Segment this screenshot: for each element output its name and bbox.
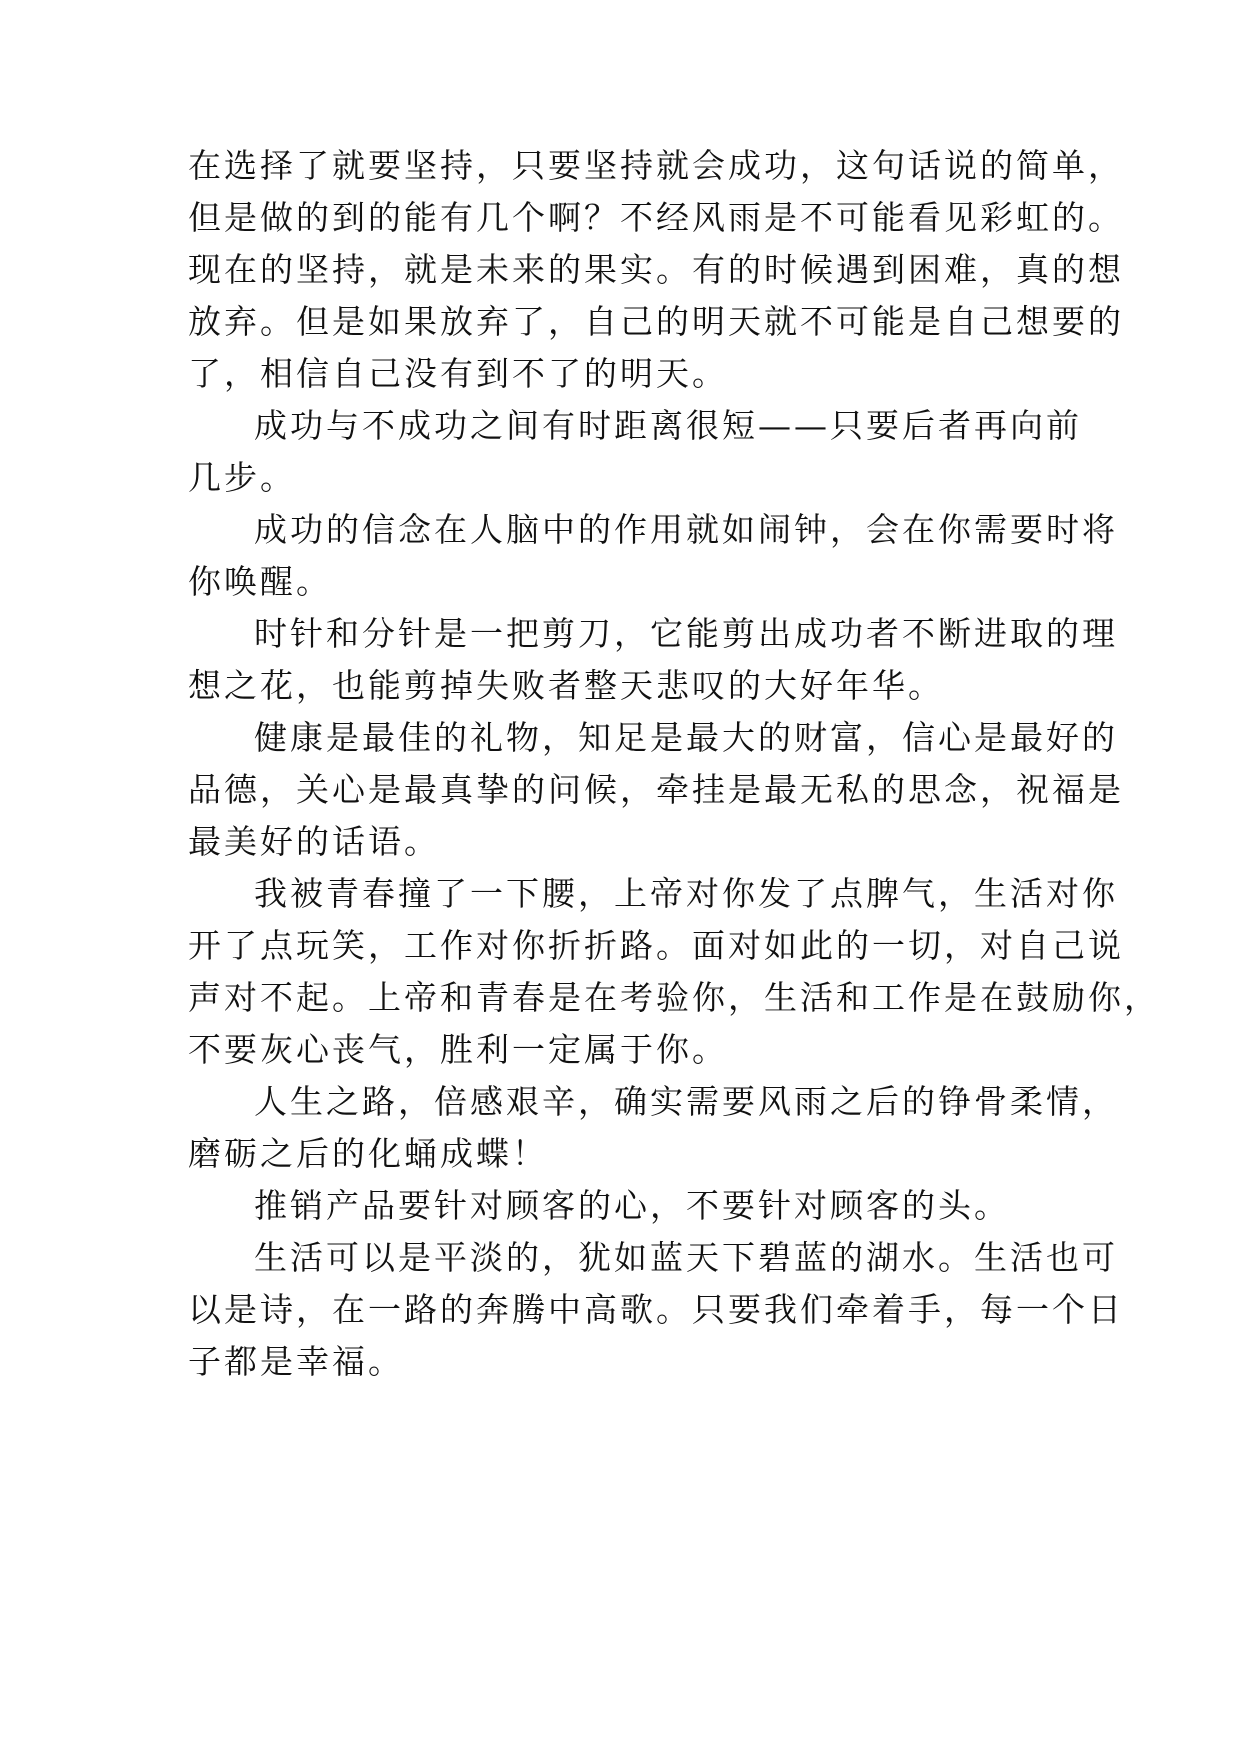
paragraph-first-line: 时针和分针是一把剪刀，它能剪出成功者不断进取的理	[254, 614, 1118, 653]
paragraph-first-line: 健康是最佳的礼物，知足是最大的财富，信心是最好的	[254, 718, 1118, 757]
text-line: 想之花，也能剪掉失败者整天悲叹的大好年华。	[188, 666, 944, 705]
text-line: 开了点玩笑，工作对你折折路。面对如此的一切，对自己说	[188, 926, 1124, 965]
text-line: 了，相信自己没有到不了的明天。	[188, 354, 728, 393]
text-line: 但是做的到的能有几个啊？不经风雨是不可能看见彩虹的。	[188, 198, 1124, 237]
paragraph-first-line: 生活可以是平淡的，犹如蓝天下碧蓝的湖水。生活也可	[254, 1238, 1118, 1277]
paragraph-first-line: 推销产品要针对顾客的心，不要针对顾客的头。	[254, 1186, 1010, 1225]
text-line: 不要灰心丧气，胜利一定属于你。	[188, 1030, 728, 1069]
text-line: 以是诗，在一路的奔腾中高歌。只要我们牵着手，每一个日	[188, 1290, 1124, 1329]
text-line: 你唤醒。	[188, 562, 332, 601]
paragraph-first-line: 我被青春撞了一下腰，上帝对你发了点脾气，生活对你	[254, 874, 1118, 913]
text-line: 品德，关心是最真挚的问候，牵挂是最无私的思念，祝福是	[188, 770, 1124, 809]
paragraph-first-line: 成功与不成功之间有时距离很短——只要后者再向前	[254, 406, 1082, 445]
paragraph-first-line: 成功的信念在人脑中的作用就如闹钟，会在你需要时将	[254, 510, 1118, 549]
text-line: 在选择了就要坚持，只要坚持就会成功，这句话说的简单，	[188, 146, 1124, 185]
text-line: 几步。	[188, 458, 296, 497]
text-line: 现在的坚持，就是未来的果实。有的时候遇到困难，真的想	[188, 250, 1124, 289]
paragraph-first-line: 人生之路，倍感艰辛，确实需要风雨之后的铮骨柔情，	[254, 1082, 1118, 1121]
text-line: 声对不起。上帝和青春是在考验你，生活和工作是在鼓励你，	[188, 978, 1160, 1017]
text-line: 子都是幸福。	[188, 1342, 404, 1381]
text-line: 磨砺之后的化蛹成蝶！	[188, 1134, 548, 1173]
text-line: 放弃。但是如果放弃了，自己的明天就不可能是自己想要的	[188, 302, 1124, 341]
text-line: 最美好的话语。	[188, 822, 440, 861]
